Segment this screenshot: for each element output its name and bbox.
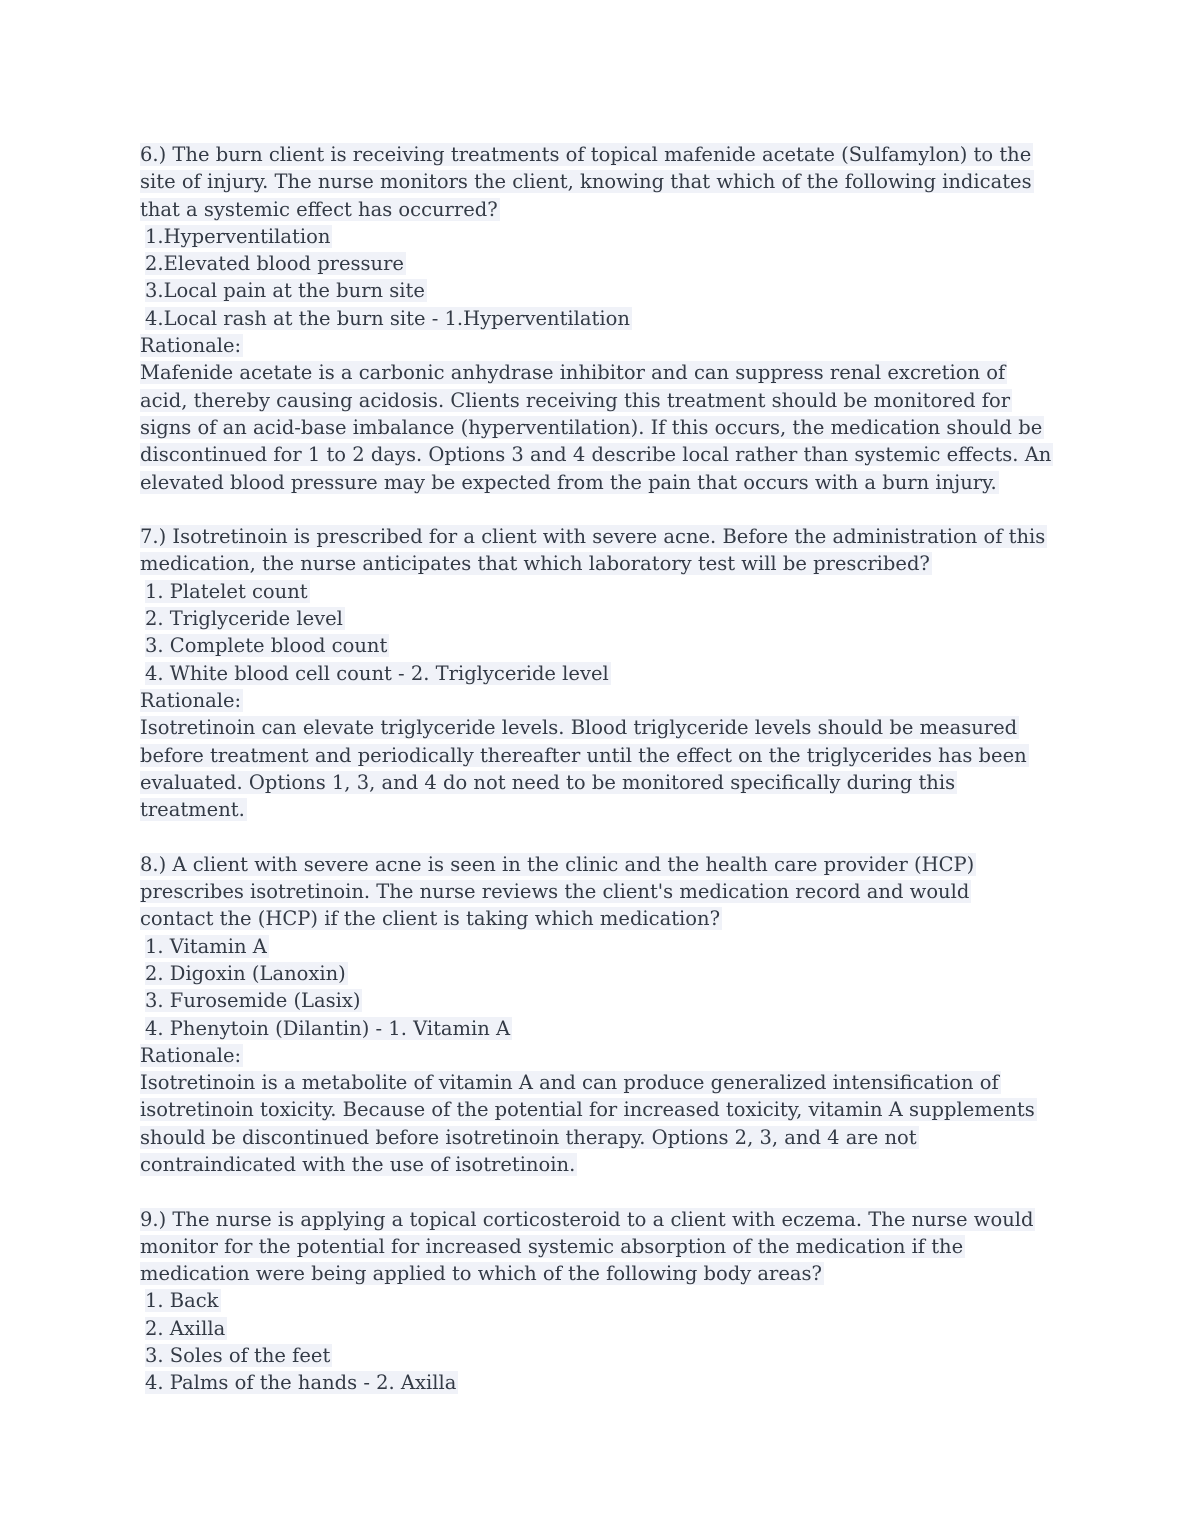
question-stem-line: medication, the nurse anticipates that which laboratory test will be prescribed? <box>140 552 930 576</box>
question-9 <box>140 1206 1060 1397</box>
rationale-line: Isotretinoin can elevate triglyceride levels. Blood triglyceride levels should be measured <box>140 716 1018 740</box>
question-7 <box>140 523 1060 823</box>
rationale-line: acid, thereby causing acidosis. Clients receiving this treatment should be monitored for <box>140 388 1011 412</box>
rationale-label: Rationale: <box>140 688 242 712</box>
answer-option-with-answer: 4.Local rash at the burn site - 1.Hyperventilation <box>145 306 630 330</box>
question-stem-line: contact the (HCP) if the client is taking which medication? <box>140 907 721 931</box>
question-8 <box>140 851 1060 1179</box>
rationale-line: evaluated. Options 1, 3, and 4 do not need to be monitored specifically during this <box>140 770 956 794</box>
question-stem-line: medication were being applied to which of the following body areas? <box>140 1262 823 1286</box>
answer-option: 3. Soles of the feet <box>145 1344 331 1368</box>
question-stem-line: 7.) Isotretinoin is prescribed for a client with severe acne. Before the administration of this <box>140 525 1046 549</box>
question-stem-line: site of injury. The nurse monitors the client, knowing that which of the following indicates <box>140 170 1032 194</box>
rationale-line: Mafenide acetate is a carbonic anhydrase inhibitor and can suppress renal excretion of <box>140 361 1006 385</box>
rationale-line: treatment. <box>140 798 245 822</box>
document-body <box>140 141 1060 1424</box>
rationale-line: isotretinoin toxicity. Because of the potential for increased toxicity, vitamin A supplements <box>140 1098 1035 1122</box>
answer-option: 3.Local pain at the burn site <box>145 279 425 303</box>
answer-option: 1. Vitamin A <box>145 934 267 958</box>
answer-option: 2.Elevated blood pressure <box>145 252 404 276</box>
rationale-line: before treatment and periodically thereafter until the effect on the triglycerides has been <box>140 743 1027 767</box>
answer-option: 1.Hyperventilation <box>145 224 331 248</box>
rationale-line: contraindicated with the use of isotretinoin. <box>140 1152 576 1176</box>
answer-option-with-answer: 4. Palms of the hands - 2. Axilla <box>145 1371 457 1395</box>
question-stem-line: 6.) The burn client is receiving treatments of topical mafenide acetate (Sulfamylon) to the <box>140 143 1032 166</box>
answer-option: 2. Digoxin (Lanoxin) <box>145 961 346 985</box>
answer-option: 2. Axilla <box>145 1316 226 1340</box>
question-stem-line: 8.) A client with severe acne is seen in the clinic and the health care provider (HCP) <box>140 852 975 876</box>
question-stem-line: prescribes isotretinoin. The nurse reviews the client's medication record and would <box>140 880 970 904</box>
rationale-line: discontinued for 1 to 2 days. Options 3 and 4 describe local rather than systemic effects. An <box>140 443 1052 467</box>
answer-option: 1. Back <box>145 1289 219 1313</box>
rationale-label: Rationale: <box>140 334 242 358</box>
rationale-line: signs of an acid-base imbalance (hyperventilation). If this occurs, the medication should be <box>140 415 1043 439</box>
answer-option: 3. Furosemide (Lasix) <box>145 989 361 1013</box>
rationale-line: should be discontinued before isotretinoin therapy. Options 2, 3, and 4 are not <box>140 1125 917 1149</box>
answer-option: 2. Triglyceride level <box>145 607 343 631</box>
question-stem-line: monitor for the potential for increased systemic absorption of the medication if the <box>140 1234 964 1258</box>
question-6 <box>140 141 1060 496</box>
rationale-line: elevated blood pressure may be expected from the pain that occurs with a burn injury. <box>140 470 997 494</box>
rationale-label: Rationale: <box>140 1043 242 1067</box>
answer-option-with-answer: 4. White blood cell count - 2. Triglyceride level <box>145 661 609 685</box>
answer-option: 3. Complete blood count <box>145 634 388 658</box>
answer-option: 1. Platelet count <box>145 579 308 603</box>
question-stem-line: that a systemic effect has occurred? <box>140 197 498 221</box>
rationale-line: Isotretinoin is a metabolite of vitamin A and can produce generalized intensification of <box>140 1071 999 1095</box>
answer-option-with-answer: 4. Phenytoin (Dilantin) - 1. Vitamin A <box>145 1016 511 1040</box>
question-stem-line: 9.) The nurse is applying a topical corticosteroid to a client with eczema. The nurse would <box>140 1207 1034 1231</box>
